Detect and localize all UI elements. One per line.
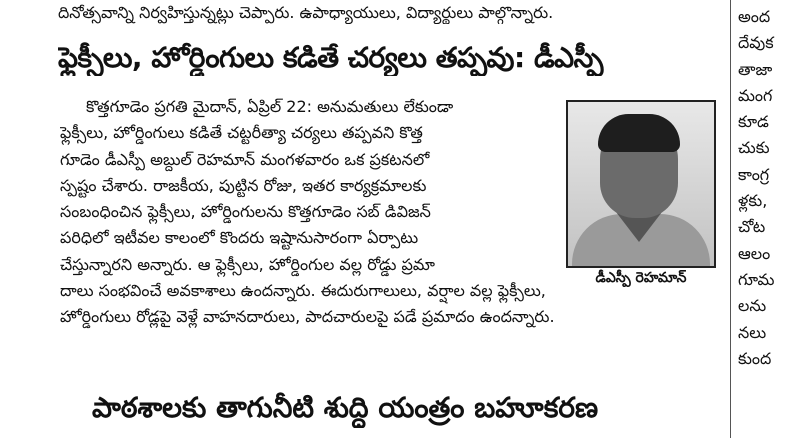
adjacent-column-fragment: అంద: [738, 7, 771, 26]
previous-article-last-line: దినోత్సవాన్ని నిర్వహిస్తున్నట్లు చెప్పారు. ఉపాధ్యాయులు, విద్యార్థులు పాల్గొన్నారు.: [58, 3, 554, 22]
photo-hair: [598, 114, 680, 152]
adjacent-column-fragment: కూడ: [738, 112, 769, 132]
adjacent-column-fragment: నలు: [738, 322, 767, 342]
next-article-headline: పాఠశాలకు తాగునీటి శుద్ధి యంత్రం బహూకరణ: [92, 391, 599, 424]
column-divider: [730, 0, 731, 438]
dsp-photo: [566, 100, 716, 290]
adjacent-column-fragment: లను: [738, 296, 767, 316]
article-line: హోర్డింగులు రోడ్లపై వెళ్లే వాహనదారులు, పాదచారులపై పడే ప్రమాదం ఉందన్నారు.: [60, 307, 555, 327]
adjacent-column-fragment: ళ్లకు,: [738, 191, 768, 211]
adjacent-column-fragment: మంగ: [738, 85, 773, 105]
article-line: దాలు సంభవించే అవకాశాలు ఉందన్నారు. ఈదురుగాలులు, వర్షాల వల్ల ఫ్లెక్సీలు,: [60, 281, 546, 301]
article-line: గూడెం డీఎస్పీ అబ్దుల్ రెహమాన్ మంగళవారం ఒక ప్రకటనలో: [60, 149, 430, 169]
article-headline: ఫ్లెక్సీలు, హోర్డింగులు కడితే చర్యలు తప్పవు: డీఎస్పీ: [58, 41, 603, 74]
article-line: చేస్తున్నారని అన్నారు. ఆ ఫ్లెక్సీలు, హోర్డింగుల వల్ల రోడ్డు ప్రమా: [60, 254, 435, 274]
adjacent-column-fragment: ఆలం: [738, 243, 771, 263]
article-line: కొత్తగూడెం ప్రగతి మైదాన్, ఏప్రిల్ 22: అనుమతులు లేకుండా: [86, 97, 454, 116]
adjacent-column-fragment: దేవుక: [738, 33, 774, 53]
article-line: పరిధిలో ఇటీవల కాలంలో కొందరు ఇష్టానుసారంగా ఏర్పాటు: [60, 228, 419, 248]
article-line: ఫ్లెక్సీలు, హోర్డింగులు కడితే చట్టరీత్యా చర్యలు తప్పవని కొత్త: [60, 123, 423, 143]
photo-caption: డీఎస్పీ రెహమాన్: [566, 266, 716, 290]
adjacent-column: [738, 4, 800, 372]
adjacent-column-fragment: కుంద: [738, 348, 772, 368]
adjacent-column-fragment: గూమ: [738, 269, 775, 289]
adjacent-column-fragment: కాంగ్ర: [738, 164, 770, 184]
adjacent-column-fragment: చుకు: [738, 138, 770, 158]
article-line: స్పష్టం చేశారు. రాజకీయ, పుట్టిన రోజు, ఇతర కార్యక్రమాలకు: [60, 175, 427, 195]
article-line: సంబంధించిన ఫ్లెక్సీలు, హోర్డింగులను కొత్తగూడెం సబ్ డివిజన్: [60, 202, 431, 222]
adjacent-column-fragment: తాజా: [738, 59, 773, 79]
adjacent-column-fragment: చోట: [738, 217, 766, 237]
